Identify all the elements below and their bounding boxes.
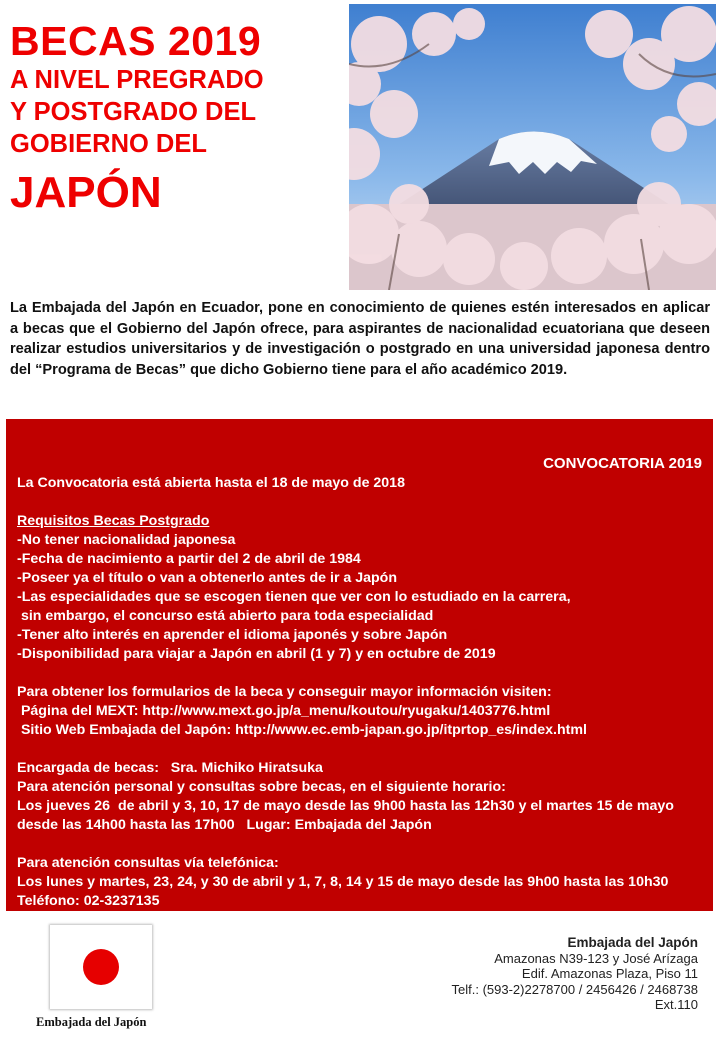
flag-sun-disc [83, 949, 119, 985]
flag-caption: Embajada del Japón [36, 1015, 147, 1029]
phone-line: Telf.: (593-2)2278700 / 2456426 / 2468738 [451, 981, 698, 997]
title-japon: JAPÓN [10, 168, 162, 217]
mount-fuji-cherry-blossom-photo [349, 4, 716, 290]
japan-flag-icon [50, 925, 152, 1009]
address-line: Amazonas N39-123 y José Arízaga [494, 950, 698, 966]
contact-person: Encargada de becas: Sra. Michiko Hiratsuka [17, 760, 323, 776]
title-line-postgrado: Y POSTGRADO DEL [10, 98, 257, 126]
title-line-gobierno: GOBIERNO DEL [10, 130, 207, 158]
page-title [10, 18, 345, 218]
embassy-website-link[interactable]: Sitio Web Embajada del Japón: http://www.ec.emb-japan.go.jp/itprtop_es/index.html [17, 722, 587, 738]
deadline-text: La Convocatoria está abierta hasta el 18 de mayo de 2018 [17, 475, 405, 491]
mext-link[interactable]: Página del MEXT: http://www.mext.go.jp/a_menu/koutou/ryugaku/1403776.html [17, 703, 551, 719]
title-line-pregrado: A NIVEL PREGRADO [10, 66, 264, 94]
forms-intro: Para obtener los formularios de la beca y conseguir mayor información visiten: [17, 684, 552, 700]
convocatoria-box [6, 419, 713, 911]
requirement-item: -Disponibilidad para viajar a Japón en abril (1 y 7) y en octubre de 2019 [17, 646, 496, 662]
requirement-item: -Las especialidades que se escogen tienen que ver con lo estudiado en la carrera, [17, 589, 571, 605]
title-becas-2019: BECAS 2019 [10, 18, 262, 64]
convocatoria-title: CONVOCATORIA 2019 [543, 455, 702, 472]
personal-schedule: Los jueves 26 de abril y 3, 10, 17 de mayo desde las 9h00 hasta las 12h30 y el martes 15 de mayo desde las 14h00 hasta las 17h00 Lugar: Embajada del Japón [17, 798, 678, 833]
extension-line: Ext.110 [654, 997, 698, 1012]
personal-attention-intro: Para atención personal y consultas sobre becas, en el siguiente horario: [17, 779, 506, 795]
phone-schedule: Los lunes y martes, 23, 24, y 30 de abril y 1, 7, 8, 14 y 15 de mayo desde las 9h00 hasta las 10h30 Teléfono: 02-3237135 [17, 874, 677, 909]
mount-fuji-photo [349, 4, 716, 290]
requirement-item: -Fecha de nacimiento a partir del 2 de abril de 1984 [17, 551, 361, 567]
requirements-title: Requisitos Becas Postgrado [17, 513, 210, 529]
address-title: Embajada del Japón [567, 935, 698, 950]
address-line: Edif. Amazonas Plaza, Piso 11 [521, 966, 698, 981]
embassy-address [452, 935, 698, 1013]
intro-paragraph: La Embajada del Japón en Ecuador, pone en conocimiento de quienes estén interesados en aplicar a becas que el Gobierno del Japón ofrece, para aspirantes de nacionalidad ecuatoriana que deseen realizar estudios universitarios y de investigación o postgrado en una universidad japonesa dentro del “Programa de Becas” que dicho Gobierno tiene para el año académico 2019. [10, 300, 710, 378]
requirement-item: -Poseer ya el título o van a obtenerlo antes de ir a Japón [17, 570, 398, 586]
phone-attention-intro: Para atención consultas vía telefónica: [17, 855, 279, 871]
requirement-item: -Tener alto interés en aprender el idioma japonés y sobre Japón [17, 627, 448, 643]
requirement-item: sin embargo, el concurso está abierto para toda especialidad [17, 608, 434, 624]
requirement-item: -No tener nacionalidad japonesa [17, 532, 236, 548]
